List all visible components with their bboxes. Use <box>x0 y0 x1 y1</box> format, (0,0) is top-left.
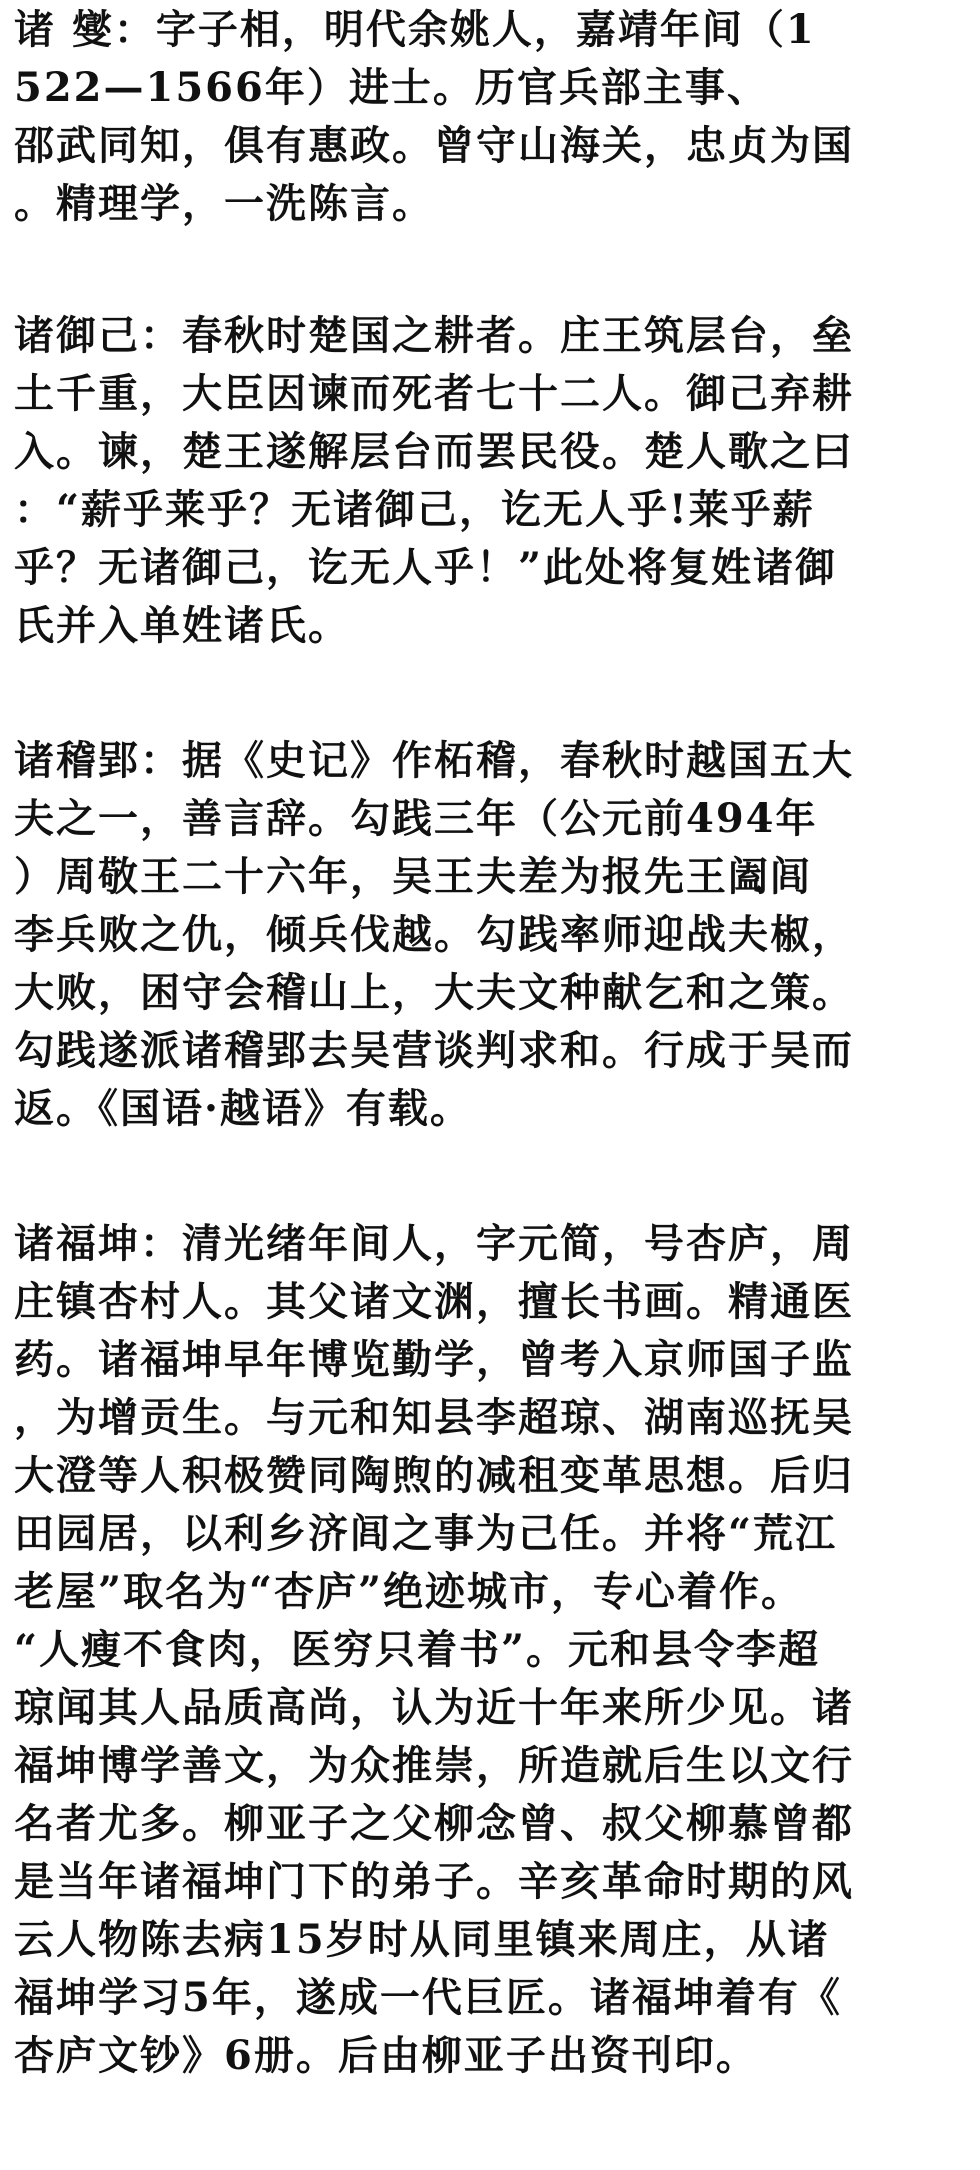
entry-4-line-11: 名者尤多。柳亚子之父柳念曾、叔父柳慕曾都 <box>14 1800 854 1847</box>
entry-1-line-3: 邵武同知，俱有惠政。曾守山海关，忠贞为国 <box>14 122 854 169</box>
entry-4-line-3: 药。诸福坤早年博览勤学，曾考入京师国子监 <box>14 1336 854 1383</box>
entry-4-line-1: 诸福坤：清光绪年间人，字元简，号杏庐，周 <box>14 1220 854 1267</box>
entry-4-line-5: 大澄等人积极赞同陶煦的减租变革思想。后归 <box>14 1452 854 1499</box>
entry-3-line-4: 李兵败之仇，倾兵伐越。勾践率师迎战夫椒， <box>14 911 854 958</box>
entry-2-line-4: ：“薪乎莱乎？无诸御己，讫无人乎!莱乎薪 <box>14 486 815 533</box>
entry-4-line-14: 福坤学习5年，遂成一代巨匠。诸福坤着有《 <box>14 1974 842 2021</box>
entry-4-line-7: 老屋”取名为“杏庐”绝迹城市，专心着作。 <box>14 1568 804 1615</box>
entry-4-line-4: ，为增贡生。与元和知县李超琼、湖南巡抚吴 <box>14 1394 854 1441</box>
entry-2-line-2: 土千重，大臣因谏而死者七十二人。御己弃耕 <box>14 370 854 417</box>
entry-3-line-2: 夫之一，善言辞。勾践三年（公元前494年 <box>14 795 818 842</box>
entry-4-line-6: 田园居，以利乡济闾之事为己任。并将“荒江 <box>14 1510 838 1557</box>
entry-2-line-6: 氏并入单姓诸氏。 <box>14 602 350 649</box>
entry-3-line-5: 大败，困守会稽山上，大夫文种献乞和之策。 <box>14 969 854 1016</box>
entry-2-line-3: 入。谏，楚王遂解层台而罢民役。楚人歌之曰 <box>14 428 854 475</box>
entry-4-line-8: “人瘦不食肉，医穷只着书”。元和县令李超 <box>14 1626 821 1673</box>
entry-3-line-6: 勾践遂派诸稽郢去吴营谈判求和。行成于吴而 <box>14 1027 854 1074</box>
entry-3-line-3: ）周敬王二十六年，吴王夫差为报先王阖闾 <box>14 853 812 900</box>
entry-1-line-1: 诸 燮：字子相，明代余姚人，嘉靖年间（1 <box>14 6 816 53</box>
entry-2-line-1: 诸御己：春秋时楚国之耕者。庄王筑层台，垒 <box>14 312 854 359</box>
entry-4-line-2: 庄镇杏村人。其父诸文渊，擅长书画。精通医 <box>14 1278 854 1325</box>
entry-4-line-10: 福坤博学善文，为众推崇，所造就后生以文行 <box>14 1742 854 1789</box>
entry-3-line-7: 返。《国语·越语》有载。 <box>14 1085 472 1132</box>
entry-4-line-15: 杏庐文钞》6册。后由柳亚子出资刊印。 <box>14 2032 758 2079</box>
entry-4-line-12: 是当年诸福坤门下的弟子。辛亥革命时期的风 <box>14 1858 854 1905</box>
entry-4-line-9: 琼闻其人品质高尚，认为近十年来所少见。诸 <box>14 1684 854 1731</box>
entry-3-line-1: 诸稽郢：据《史记》作柘稽，春秋时越国五大 <box>14 737 854 784</box>
entry-1-line-2: 522—1566年）进士。历官兵部主事、 <box>14 64 769 111</box>
entry-2-line-5: 乎？无诸御己，讫无人乎！”此处将复姓诸御 <box>14 544 838 591</box>
entry-1-line-4: 。精理学，一洗陈言。 <box>14 180 434 227</box>
entry-4-line-13: 云人物陈去病15岁时从同里镇来周庄，从诸 <box>14 1916 830 1963</box>
